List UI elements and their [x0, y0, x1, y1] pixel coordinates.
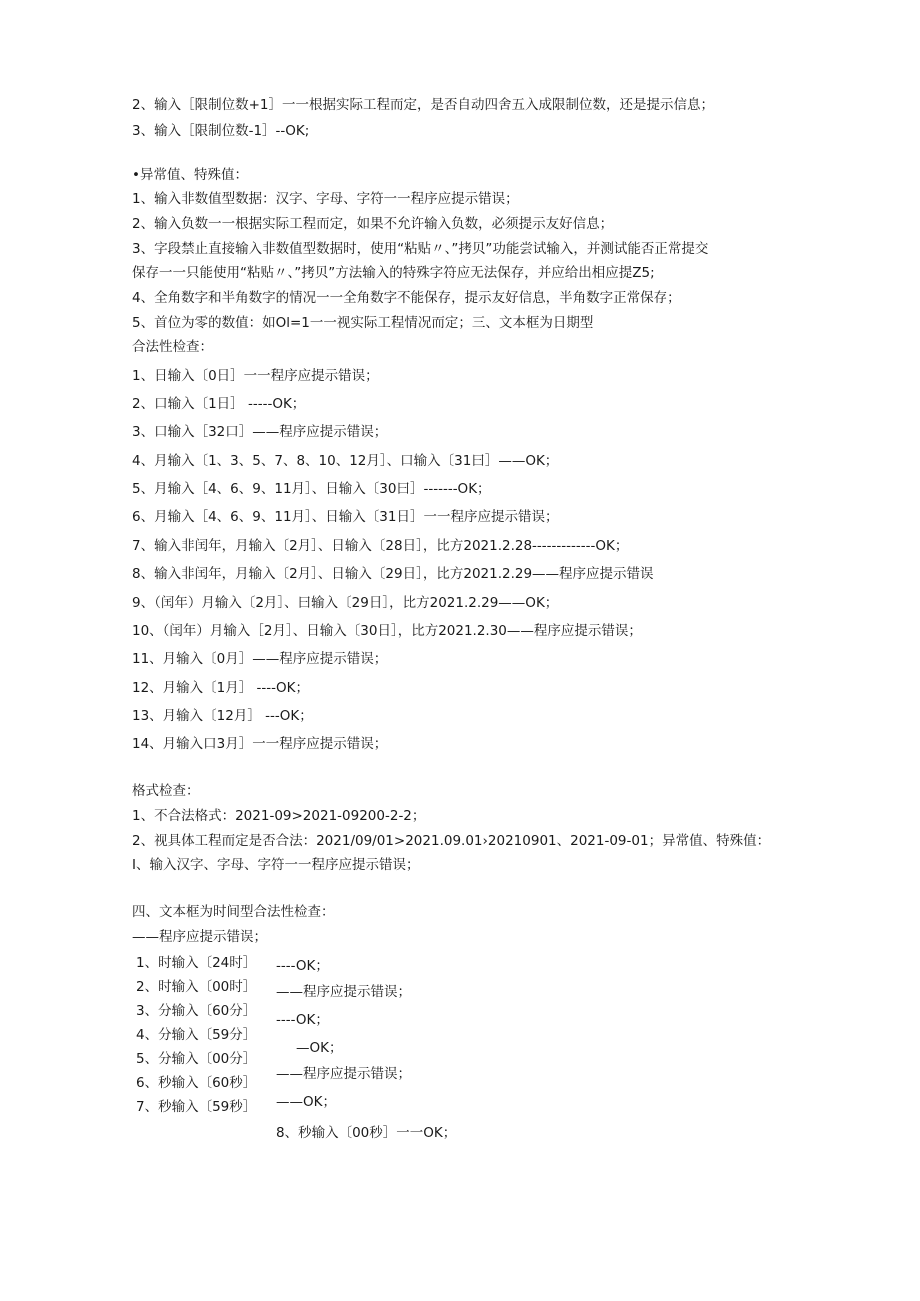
time-check-result: —OK； — [296, 1040, 343, 1056]
text-line: 9、（闰年）月输入〔2月］、曰输入〔29日］，比方2021.2.29——OK； — [132, 595, 559, 611]
text-line: 2、输入负数一一根据实际工程而定，如果不允许输入负数，必须提示友好信息； — [132, 216, 614, 232]
time-check-item: 8、秒输入〔00秒］一一OK； — [276, 1125, 457, 1141]
text-line: 3、口输入［32口］——程序应提示错误； — [132, 424, 388, 440]
text-line: 12、月输入〔1月］ ----OK； — [132, 680, 310, 696]
text-line: 7、输入非闰年，月输入〔2月］、日输入〔28日］，比方2021.2.28-------------OK； — [132, 538, 629, 554]
text-line: 6、月输入［4、6、9、11月］、日输入〔31日］一一程序应提示错误； — [132, 509, 559, 525]
text-line: 11、月输入〔0月］——程序应提示错误； — [132, 651, 388, 667]
text-line: 10、（闰年）月输入［2月］、日输入〔30日］，比方2021.2.30——程序应提示错误； — [132, 623, 642, 639]
text-line: 5、首位为零的数值：如Ol=1一一视实际工程情况而定；三、文本框为日期型 — [132, 315, 594, 331]
time-check-result: ——程序应提示错误； — [276, 984, 411, 1000]
time-check-result: ----OK； — [276, 958, 329, 974]
text-line: 5、月输入［4、6、9、11月］、日输入〔30曰］-------OK； — [132, 481, 491, 497]
text-line: 8、输入非闰年，月输入〔2月］、日输入〔29日］，比方2021.2.29——程序应提示错误 — [132, 566, 654, 582]
section-heading: 四、文本框为时间型合法性检查： — [132, 904, 335, 920]
section-heading: 格式检查： — [132, 783, 200, 799]
time-check-item: 6、秒输入〔60秒］ — [136, 1075, 257, 1091]
text-line: I、输入汉字、字母、字符一一程序应提示错误； — [132, 857, 420, 873]
text-line: 13、月输入〔12月］ ---OK； — [132, 708, 313, 724]
text-line: 保存一一只能使用“粘贴〃、”拷贝”方法输入的特殊字符应无法保存，并应给出相应提Z5; — [132, 265, 655, 281]
time-check-item: 3、分输入〔60分］ — [136, 1003, 257, 1019]
section-heading: •异常值、特殊值： — [132, 167, 248, 183]
text-line: 14、月输入口3月］一一程序应提示错误； — [132, 736, 388, 752]
text-line: 1、不合法格式：2021-09>2021-09200-2-2； — [132, 808, 426, 824]
text-line: 1、输入非数值型数据：汉字、字母、字符一一程序应提示错误； — [132, 191, 519, 207]
text-line: 4、月输入〔1、3、5、7、8、10、12月］、口输入〔31曰］——OK； — [132, 453, 559, 469]
section-heading: 合法性检查： — [132, 339, 213, 355]
text-line: 2、视具体工程而定是否合法：2021/09/01>2021.09.01›20210901、2021-09-01；异常值、特殊值： — [132, 833, 771, 849]
text-line: 2、口输入〔1日］ -----OK； — [132, 396, 306, 412]
time-check-item: 5、分输入〔00分］ — [136, 1051, 257, 1067]
text-line: 2、输入［限制位数+1］一一根据实际工程而定，是否自动四舍五入成限制位数，还是提示信息； — [132, 97, 714, 113]
time-check-result: ——OK； — [276, 1094, 336, 1110]
time-check-result: ----OK； — [276, 1012, 329, 1028]
time-check-item: 1、时输入〔24时］ — [136, 955, 257, 971]
time-check-result: ——程序应提示错误； — [276, 1066, 411, 1082]
time-check-item: 7、秒输入〔59秒］ — [136, 1099, 257, 1115]
time-check-item: 4、分输入〔59分］ — [136, 1027, 257, 1043]
text-line: ——程序应提示错误； — [132, 929, 267, 945]
time-check-item: 2、时输入〔00时］ — [136, 979, 257, 995]
text-line: 3、字段禁止直接输入非数值型数据时，使用“粘贴〃、”拷贝”功能尝试输入，并测试能否正常提交 — [132, 241, 709, 257]
text-line: 1、日输入〔0日］一一程序应提示错误； — [132, 368, 379, 384]
text-line: 4、全角数字和半角数字的情况一一全角数字不能保存，提示友好信息，半角数字正常保存； — [132, 290, 681, 306]
text-line: 3、输入［限制位数-1］--OK; — [132, 123, 310, 139]
